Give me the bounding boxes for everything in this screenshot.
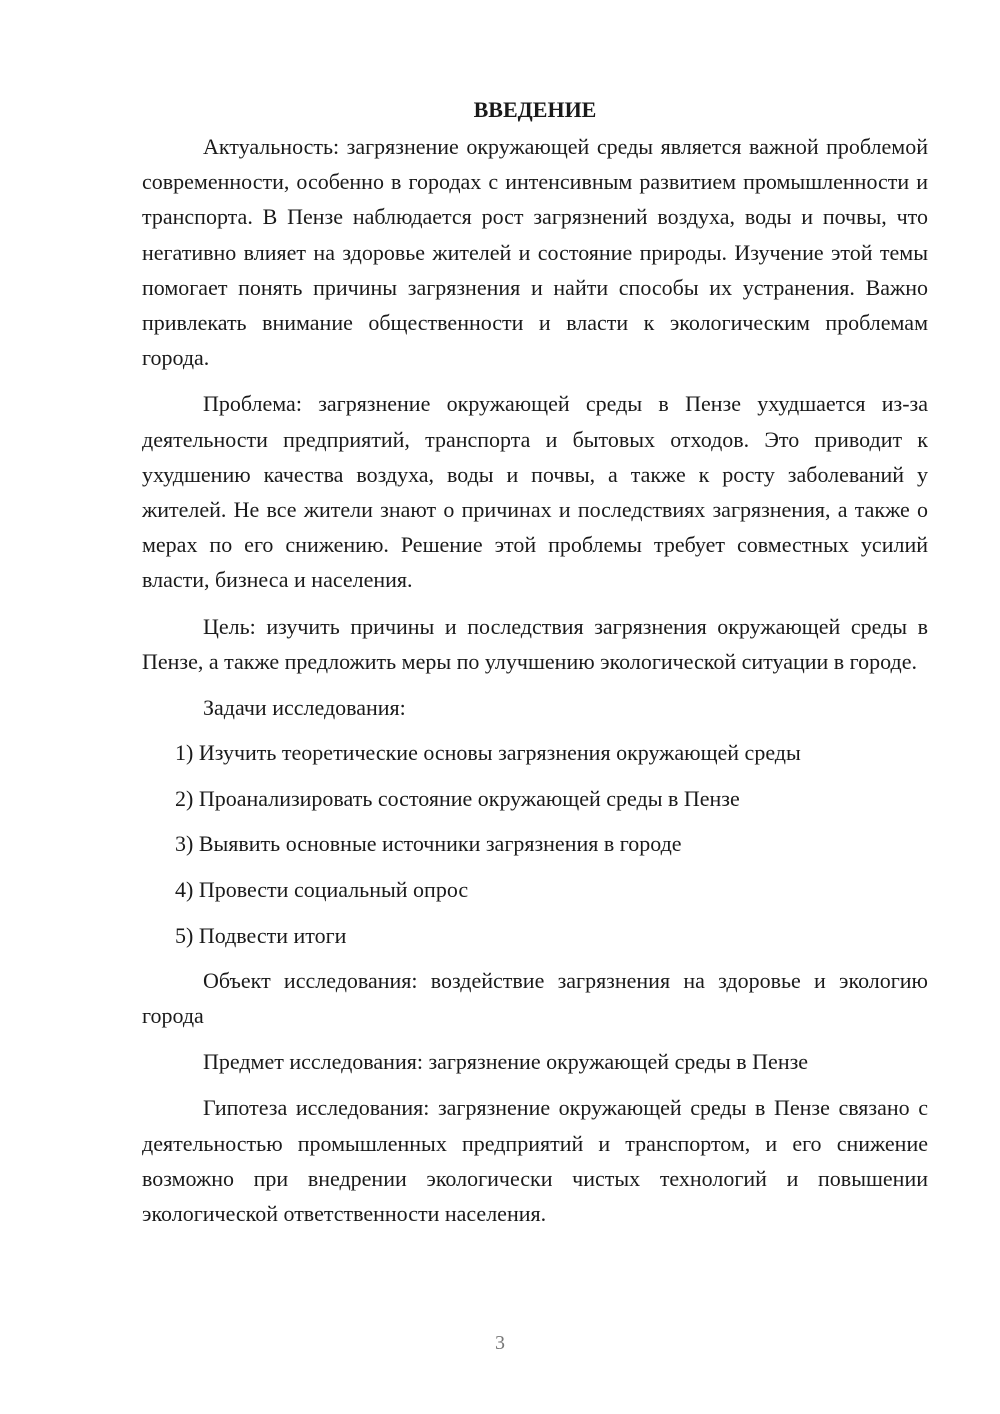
hypothesis-paragraph: Гипотеза исследования: загрязнение окружающей среды в Пензе связано с деятельностью промышленных предприятий и транспортом, и его снижение возможно при внедрении экологически чистых технологий и повышении экологической ответственности населения. <box>142 1095 928 1227</box>
page-number: 3 <box>495 1332 505 1354</box>
relevance-paragraph: Актуальность: загрязнение окружающей среды является важной проблемой современности, особенно в городах с интенсивным развитием промышленности и транспорта. В Пензе наблюдается рост загрязнений воздуха, воды и почвы, что негативно влияет на здоровье жителей и состояние природы. Изучение этой темы помогает понять причины загрязнения и найти способы их устранения. Важно привлекать внимание общественности и власти к экологическим проблемам города. <box>142 134 928 371</box>
task-item: 3) Выявить основные источники загрязнения в городе <box>175 831 682 857</box>
object-paragraph: Объект исследования: воздействие загрязнения на здоровье и экологию города <box>142 967 928 1029</box>
task-item: 2) Проанализировать состояние окружающей среды в Пензе <box>175 785 740 811</box>
page-title: ВВЕДЕНИЕ <box>473 97 597 122</box>
tasks-heading: Задачи исследования: <box>203 695 406 721</box>
problem-paragraph: Проблема: загрязнение окружающей среды в Пензе ухудшается из-за деятельности предприятий, транспорта и бытовых отходов. Это приводит к ухудшению качества воздуха, воды и почвы, а также к росту заболеваний у жителей. Не все жители знают о причинах и последствиях загрязнения, а также о мерах по его снижению. Решение этой проблемы требует совместных усилий власти, бизнеса и населения. <box>142 391 928 593</box>
task-list <box>142 735 928 953</box>
task-item: 1) Изучить теоретические основы загрязнения окружающей среды <box>175 740 801 766</box>
task-item: 5) Подвести итоги <box>175 922 347 948</box>
subject-paragraph: Предмет исследования: загрязнение окружающей среды в Пензе <box>203 1049 809 1075</box>
task-item: 4) Провести социальный опрос <box>175 877 469 903</box>
document-page <box>142 92 928 1231</box>
goal-paragraph: Цель: изучить причины и последствия загрязнения окружающей среды в Пензе, а также предложить меры по улучшению экологической ситуации в городе. <box>142 613 928 674</box>
